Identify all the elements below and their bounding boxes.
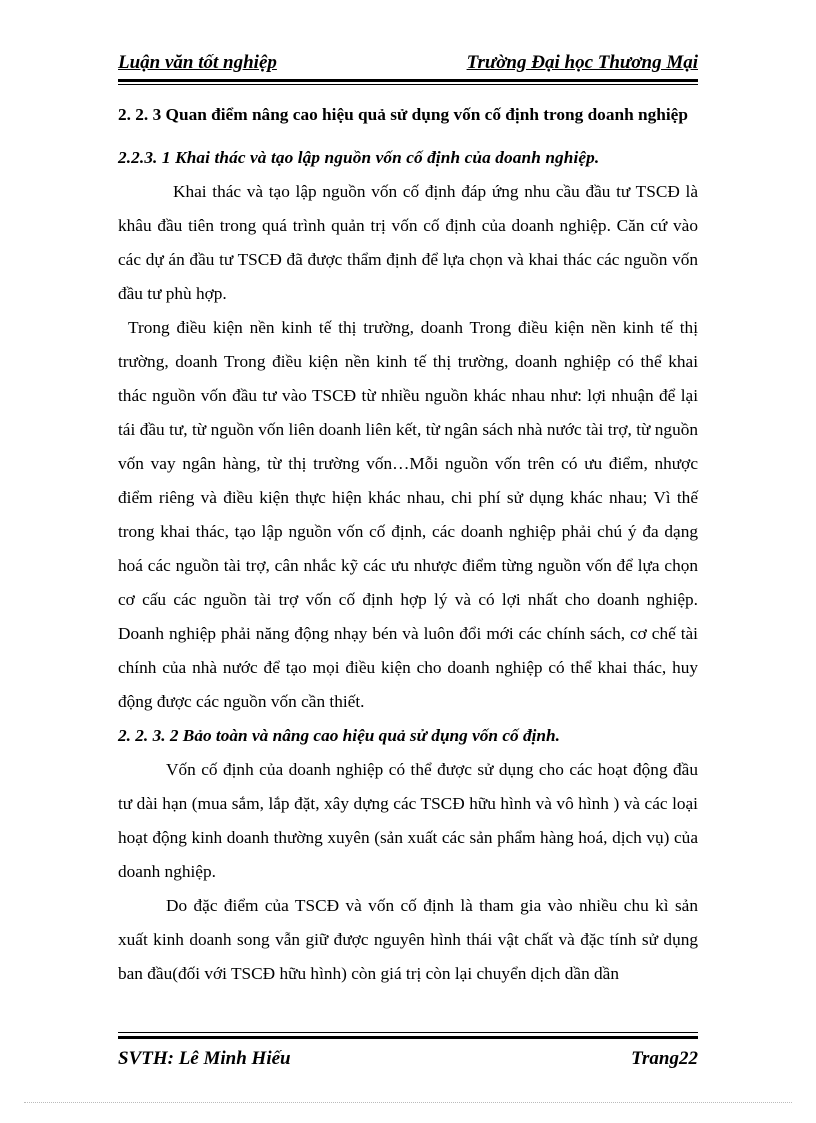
header-thesis-label: Luận văn tốt nghiệp — [118, 52, 277, 73]
subsection-heading-1: 2.2.3. 1 Khai thác và tạo lập nguồn vốn cố định của doanh nghiệp. — [118, 148, 600, 167]
header-rule-thin — [118, 84, 698, 85]
page-header — [118, 52, 698, 78]
document-body — [118, 98, 698, 991]
paragraph-3: Vốn cố định của doanh nghiệp có thể được sử dụng cho các hoạt động đầu tư dài hạn (mua sắm, lắp đặt, xây dựng các TSCĐ hữu hình và vô hình ) và các loại hoạt động kinh doanh thường xuyên (sản xuất các sản phẩm hàng hoá, dịch vụ) của doanh nghiệp. — [118, 760, 698, 881]
header-university-name: Trường Đại học Thương Mại — [466, 52, 698, 73]
header-rule-thick — [118, 79, 698, 82]
footer-page-number: Trang22 — [631, 1048, 698, 1069]
footer-rule-thick — [118, 1036, 698, 1039]
footer-author: SVTH: Lê Minh Hiếu — [118, 1048, 291, 1069]
subsection-heading-2: 2. 2. 3. 2 Bảo toàn và nâng cao hiệu quả sử dụng vốn cố định. — [118, 726, 560, 745]
paragraph-2: Trong điều kiện nền kinh tế thị trường, doanh Trong điều kiện nền kinh tế thị trường, doanh Trong điều kiện nền kinh tế thị trường, doanh nghiệp có thể khai thác nguồn vốn đầu tư vào TSCĐ từ nhiều nguồn khác nhau như: lợi nhuận để lại tái đầu tư, từ nguồn vốn liên doanh liên kết, từ ngân sách nhà nước tài trợ, từ nguồn vốn vay ngân hàng, từ thị trường vốn…Mỗi nguồn vốn trên có ưu điểm, nhược điểm riêng và điều kiện thực hiện khác nhau, chi phí sử dụng khác nhau; Vì thế trong khai thác, tạo lập nguồn vốn cố định, các doanh nghiệp phải chú ý đa dạng hoá các nguồn tài trợ, cân nhắc kỹ các ưu nhược điểm từng nguồn vốn để lựa chọn cơ cấu các nguồn tài trợ vốn cố định hợp lý và có lợi nhất cho doanh nghiệp. Doanh nghiệp phải năng động nhạy bén và luôn đổi mới các chính sách, cơ chế tài chính của nhà nước để tạo mọi điều kiện cho doanh nghiệp có thể khai thác, huy động được các nguồn vốn cần thiết. — [118, 318, 698, 711]
page-edge-divider — [24, 1102, 792, 1103]
paragraph-1: Khai thác và tạo lập nguồn vốn cố định đáp ứng nhu cầu đầu tư TSCĐ là khâu đầu tiên trong quá trình quản trị vốn cố định của doanh nghiệp. Căn cứ vào các dự án đầu tư TSCĐ đã được thẩm định để lựa chọn và khai thác các nguồn vốn đầu tư phù hợp. — [118, 182, 698, 303]
page-footer — [118, 1048, 698, 1074]
section-heading: 2. 2. 3 Quan điểm nâng cao hiệu quả sử dụng vốn cố định trong doanh nghiệp — [118, 105, 688, 124]
footer-rule-thin — [118, 1032, 698, 1033]
paragraph-4: Do đặc điểm của TSCĐ và vốn cố định là tham gia vào nhiều chu kì sản xuất kinh doanh song vẫn giữ được nguyên hình thái vật chất và đặc tính sử dụng ban đầu(đối với TSCĐ hữu hình) còn giá trị còn lại chuyển dịch dần dần — [118, 896, 698, 983]
